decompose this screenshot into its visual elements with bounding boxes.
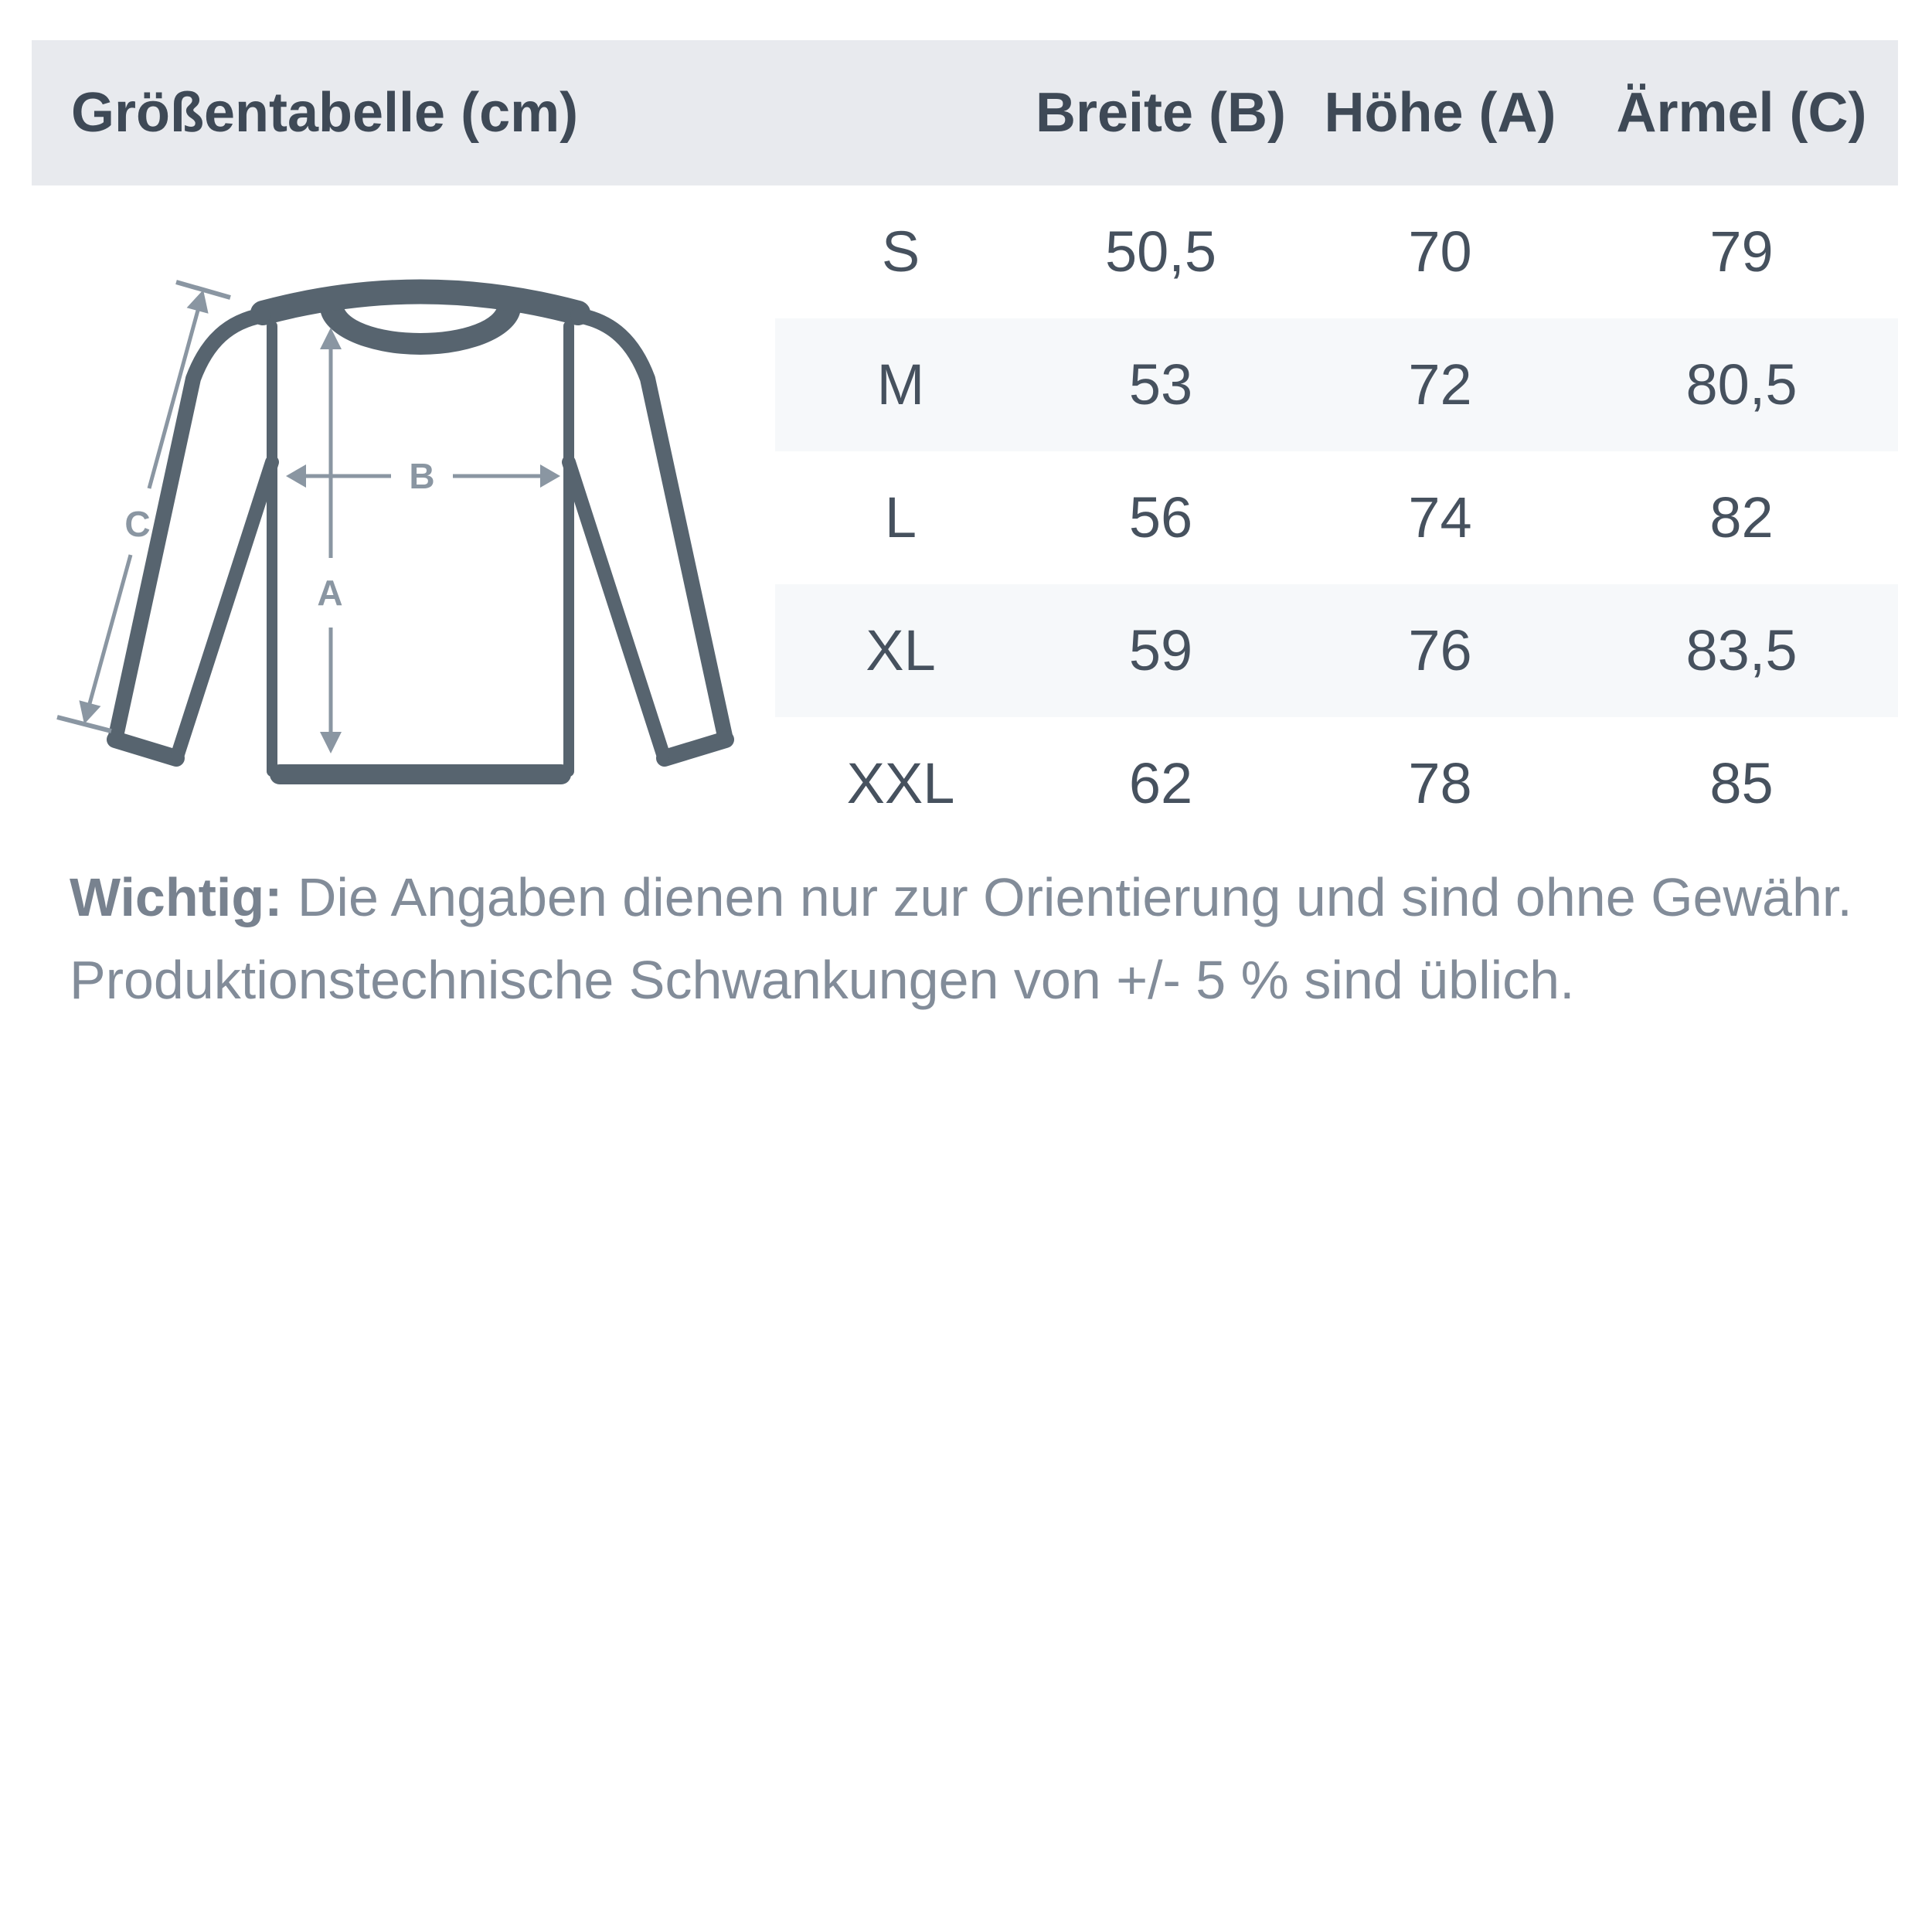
disclaimer-line-2 — [70, 939, 1870, 1022]
aermel-value: 80,5 — [1685, 352, 1798, 417]
size-label: XXL — [846, 751, 955, 815]
column-header-hoehe: Höhe (A) — [1324, 82, 1556, 144]
size-label: S — [881, 219, 920, 284]
disclaimer-label: Wichtig: — [70, 867, 283, 927]
column-header-breite: Breite (B) — [1035, 82, 1287, 144]
sweatshirt-outline — [115, 292, 726, 775]
width-arrow-b — [286, 456, 560, 496]
column-header-aermel: Ärmel (C) — [1616, 82, 1867, 144]
table-row — [775, 451, 1898, 584]
measure-label-c: C — [124, 504, 151, 544]
disclaimer-note — [70, 856, 1870, 1022]
hoehe-value: 72 — [1408, 352, 1472, 417]
sweatshirt-diagram — [34, 193, 807, 889]
aermel-value: 79 — [1709, 219, 1774, 284]
size-label: XL — [866, 618, 936, 682]
breite-value: 56 — [1128, 485, 1193, 549]
aermel-value: 83,5 — [1685, 618, 1798, 682]
header-bar — [32, 40, 1898, 185]
table-row — [775, 717, 1898, 850]
aermel-value: 82 — [1709, 485, 1774, 549]
measure-label-a: A — [317, 573, 343, 613]
table-row — [775, 185, 1898, 318]
hoehe-value: 70 — [1408, 219, 1472, 284]
page-title: Größentabelle (cm) — [71, 82, 579, 144]
aermel-value: 85 — [1709, 751, 1774, 815]
breite-value: 62 — [1128, 751, 1193, 815]
table-row — [775, 584, 1898, 717]
size-table — [775, 185, 1898, 850]
hoehe-value: 74 — [1408, 485, 1472, 549]
disclaimer-text-1: Die Angaben dienen nur zur Orientierung und sind ohne Gewähr. — [282, 867, 1852, 927]
breite-value: 50,5 — [1104, 219, 1217, 284]
measure-label-b: B — [409, 456, 435, 496]
hoehe-value: 78 — [1408, 751, 1472, 815]
table-row — [775, 318, 1898, 451]
size-label: L — [884, 485, 917, 549]
disclaimer-line-1 — [70, 856, 1870, 939]
hoehe-value: 76 — [1408, 618, 1472, 682]
size-label: M — [876, 352, 925, 417]
disclaimer-text-2: Produktionstechnische Schwankungen von +/- 5 % sind üblich. — [70, 950, 1575, 1010]
breite-value: 53 — [1128, 352, 1193, 417]
breite-value: 59 — [1128, 618, 1193, 682]
height-arrow-a — [317, 328, 342, 753]
